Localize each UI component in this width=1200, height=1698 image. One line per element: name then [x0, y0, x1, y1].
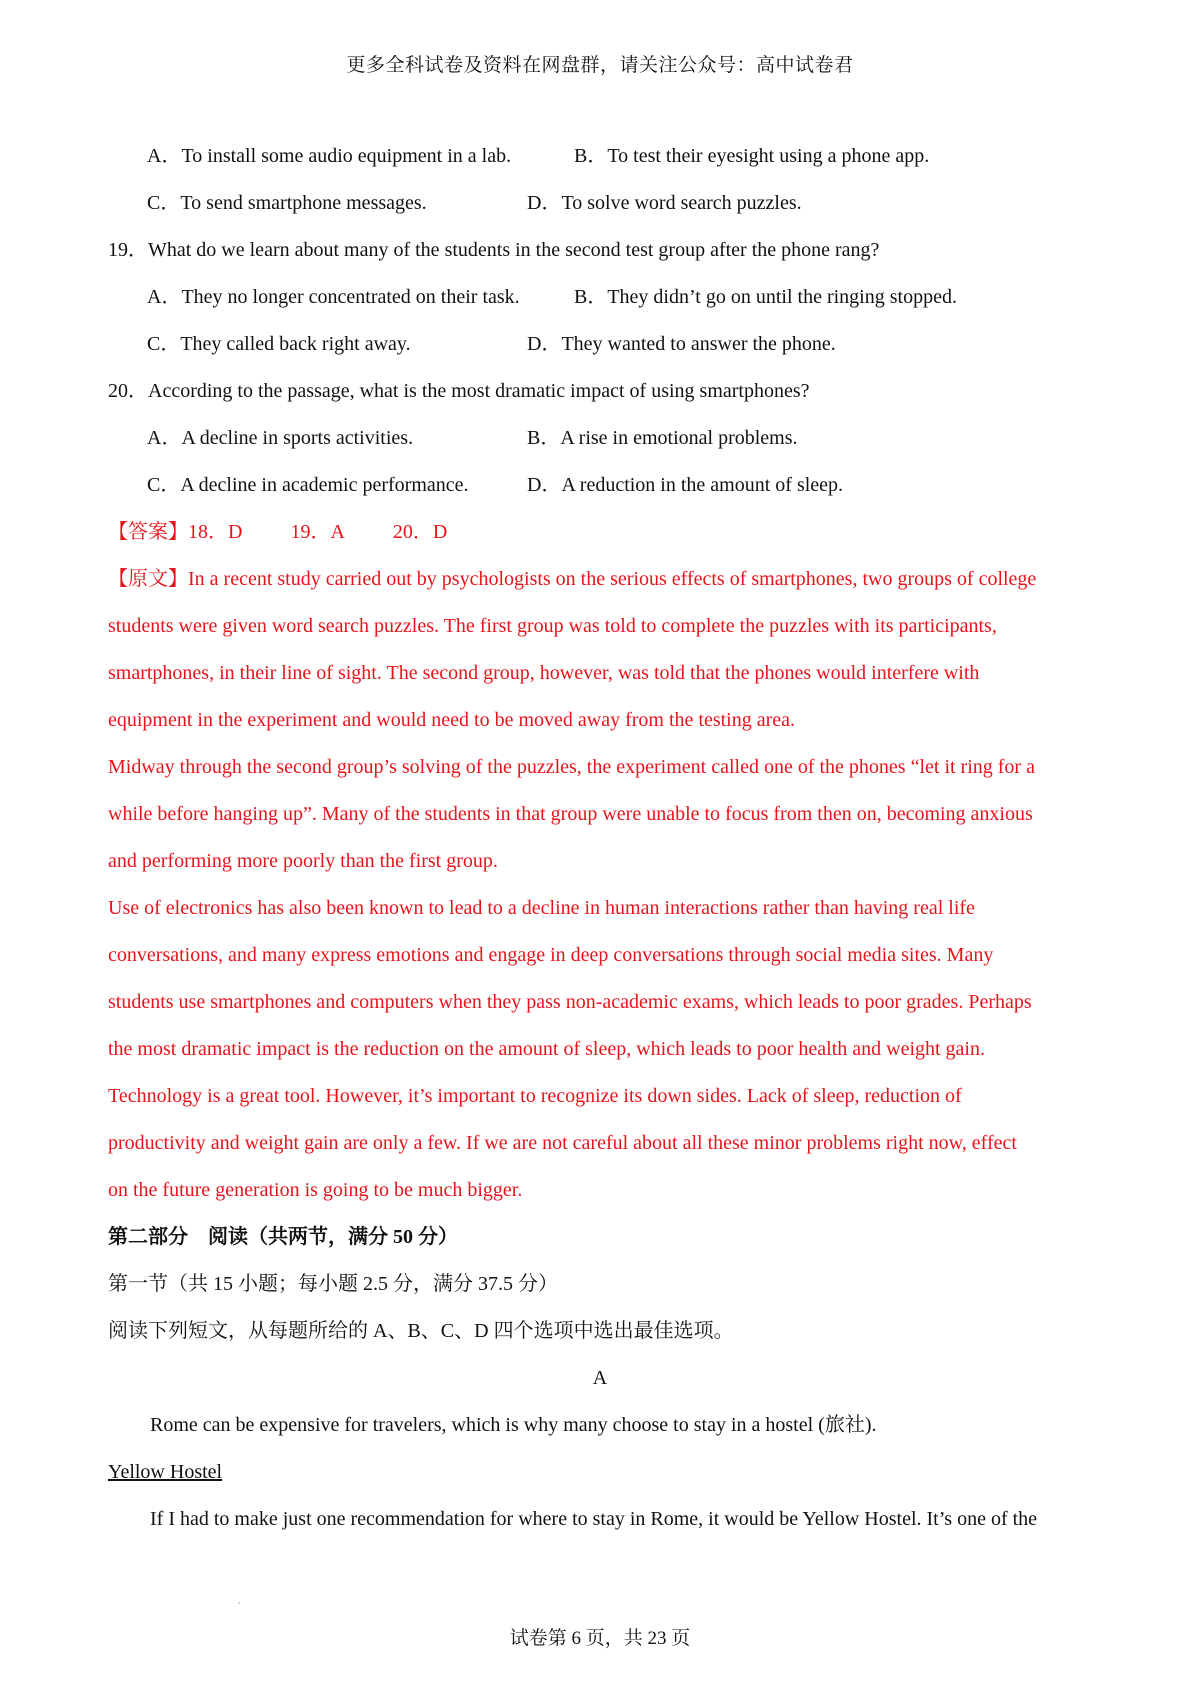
answer-20: 20．D: [392, 521, 448, 543]
original-line-13: productivity and weight gain are only a few. If we are not careful about all these minor problems right now, effect: [108, 1132, 1017, 1154]
scan-dot: [238, 1602, 240, 1604]
original-line-8: Use of electronics has also been known to lead to a decline in human interactions rather than having real life: [108, 897, 975, 919]
original-line-5: Midway through the second group’s solving of the puzzles, the experiment called one of the phones “let it ring for a: [108, 756, 1035, 778]
q19-option-a: A．They no longer concentrated on their task.: [147, 286, 520, 308]
original-line-3: smartphones, in their line of sight. The second group, however, was told that the phones would interfere with: [108, 662, 980, 684]
answer-label: 【答案】: [108, 521, 188, 543]
hostel-text: If I had to make just one recommendation for where to stay in Rome, it would be Yellow Hostel. It’s one of the: [150, 1508, 1038, 1530]
page-header: 更多全科试卷及资料在网盘群，请关注公众号：高中试卷君: [346, 55, 854, 76]
original-line-7: and performing more poorly than the first group.: [108, 850, 498, 872]
answer-line: [108, 520, 447, 544]
q19-option-d: D．They wanted to answer the phone.: [527, 333, 836, 355]
passage-intro: Rome can be expensive for travelers, which is why many choose to stay in a hostel (旅社).: [150, 1414, 877, 1436]
original-line-2: students were given word search puzzles. The first group was told to complete the puzzles with its participants,: [108, 615, 997, 637]
original-line-6: while before hanging up”. Many of the students in that group were unable to focus from then on, becoming anxious: [108, 803, 1033, 825]
original-line-12: Technology is a great tool. However, it’s important to recognize its down sides. Lack of sleep, reduction of: [108, 1085, 962, 1107]
q20-stem: 20．According to the passage, what is the most dramatic impact of using smartphones?: [108, 380, 810, 402]
q19-stem: 19．What do we learn about many of the students in the second test group after the phone rang?: [108, 239, 880, 261]
reading-instruction: 阅读下列短文，从每题所给的 A、B、C、D 四个选项中选出最佳选项。: [108, 1320, 734, 1342]
q18-option-d: D．To solve word search puzzles.: [527, 192, 802, 214]
q18-option-c: C．To send smartphone messages.: [147, 192, 427, 214]
original-line-10: students use smartphones and computers when they pass non-academic exams, which leads to poor grades. Perhaps: [108, 991, 1032, 1013]
original-line-9: conversations, and many express emotions and engage in deep conversations through social media sites. Many: [108, 944, 994, 966]
answer-19: 19．A: [290, 521, 345, 543]
page-footer: 试卷第 6 页，共 23 页: [509, 1628, 691, 1649]
q20-option-d: D．A reduction in the amount of sleep.: [527, 474, 844, 496]
original-line-11: the most dramatic impact is the reduction on the amount of sleep, which leads to poor health and weight gain.: [108, 1038, 985, 1060]
q18-option-a: A．To install some audio equipment in a lab.: [147, 145, 512, 167]
answer-18: 18．D: [188, 521, 243, 543]
original-line-14: on the future generation is going to be much bigger.: [108, 1179, 523, 1201]
q18-option-b: B．To test their eyesight using a phone app.: [574, 145, 930, 167]
q19-option-b: B．They didn’t go on until the ringing stopped.: [574, 286, 957, 308]
original-line-1: 【原文】In a recent study carried out by psychologists on the serious effects of smartphones, two groups of college: [108, 568, 1037, 590]
original-label: 【原文】: [108, 568, 188, 590]
passage-label: A: [592, 1367, 608, 1389]
section1-title: 第一节（共 15 小题；每小题 2.5 分，满分 37.5 分）: [108, 1273, 558, 1295]
q20-option-a: A．A decline in sports activities.: [147, 427, 414, 449]
q20-option-c: C．A decline in academic performance.: [147, 474, 469, 496]
q19-option-c: C．They called back right away.: [147, 333, 411, 355]
part2-title: 第二部分 阅读（共两节，满分 50 分）: [108, 1226, 458, 1248]
original-line-4: equipment in the experiment and would need to be moved away from the testing area.: [108, 709, 796, 731]
q20-option-b: B．A rise in emotional problems.: [527, 427, 798, 449]
hostel-title: Yellow Hostel: [108, 1461, 223, 1483]
